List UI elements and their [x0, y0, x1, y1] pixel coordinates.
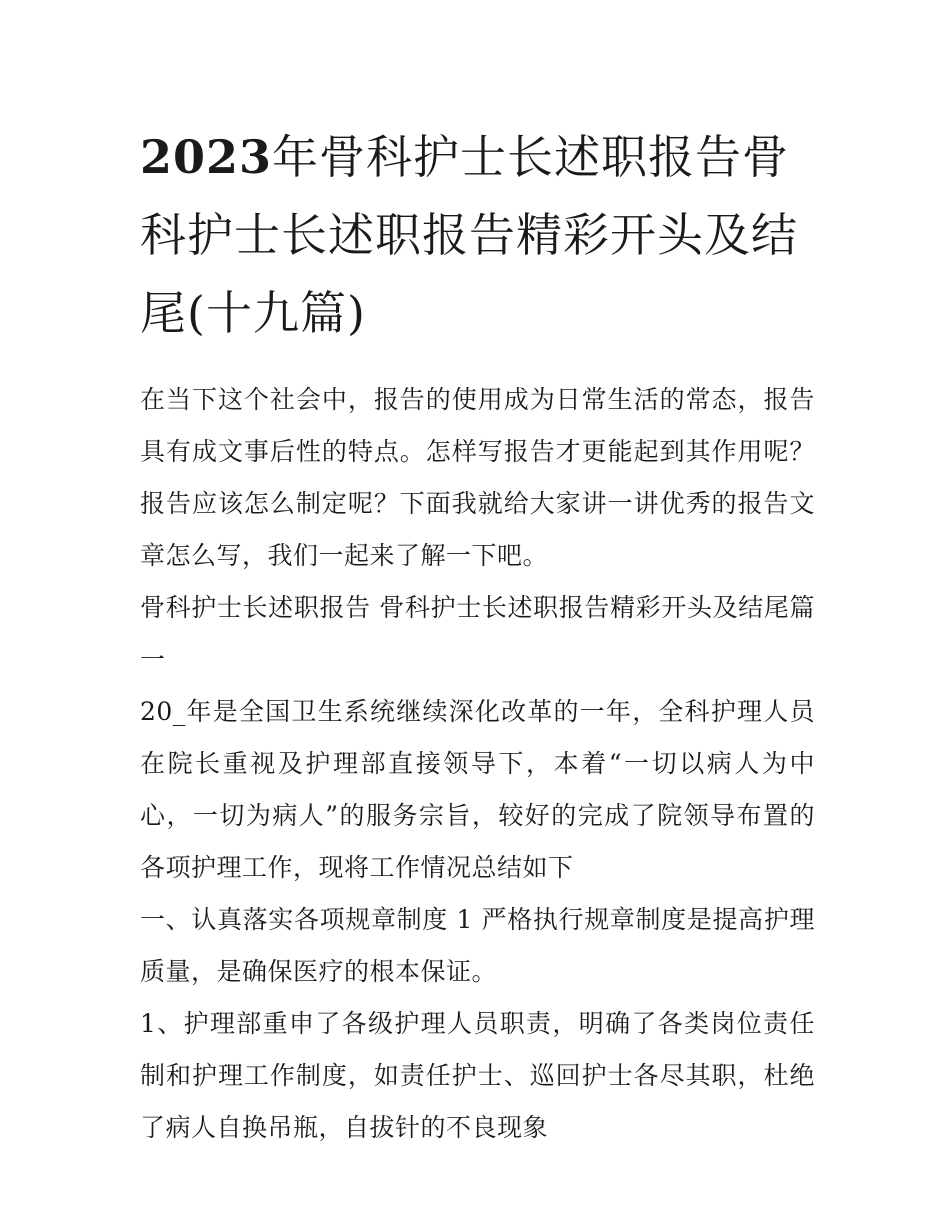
numbered-heading: 一、认真落实各项规章制度 1 严格执行规章制度是提高护理质量，是确保医疗的根本保证。 — [140, 905, 815, 986]
body-paragraph: 20_年是全国卫生系统继续深化改革的一年，全科护理人员在院长重视及护理部直接领导下，本着“一切以病人为中心，一切为病人”的服务宗旨，较好的完成了院领导布置的各项护理工作，现将工作情况总结如下 — [140, 697, 815, 882]
intro-paragraph: 在当下这个社会中，报告的使用成为日常生活的常态，报告具有成文事后性的特点。怎样写报告才更能起到其作用呢？报告应该怎么制定呢？下面我就给大家讲一讲优秀的报告文章怎么写，我们一起来了解一下吧。 — [140, 385, 815, 570]
title-text: 年骨科护士长述职报告骨科护士长述职报告精彩开头及结尾(十九篇) — [140, 130, 798, 340]
list-item: 1、护理部重申了各级护理人员职责，明确了各类岗位责任制和护理工作制度，如责任护士、巡回护士各尽其职，杜绝了病人自换吊瓶，自拔针的不良现象 — [140, 1009, 815, 1142]
document-page — [140, 118, 815, 1154]
document-title — [140, 118, 815, 352]
title-year: 2023 — [140, 130, 273, 184]
section-heading: 骨科护士长述职报告 骨科护士长述职报告精彩开头及结尾篇一 — [140, 593, 815, 674]
